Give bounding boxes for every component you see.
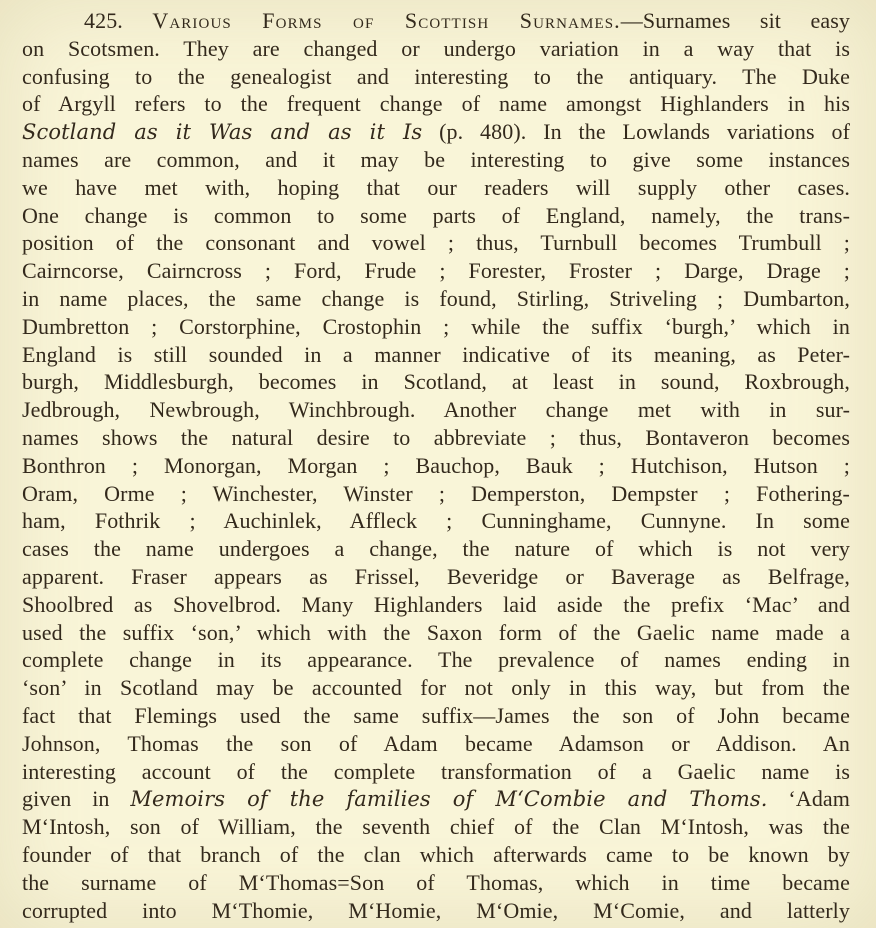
text-line xyxy=(22,424,850,452)
text-segment: Bonthron ; Monorgan, Morgan ; Bauchop, Bauk ; Hutchison, Hutson ; xyxy=(22,452,850,478)
text-line xyxy=(22,591,850,619)
text-segment: fact that Flemings used the same suffix—James the son of John became xyxy=(22,702,850,728)
text-line xyxy=(22,313,850,341)
text-line xyxy=(22,563,850,591)
text-line xyxy=(22,646,850,674)
text-segment: of Argyll refers to the frequent change of name amongst Highlanders in his xyxy=(22,91,850,117)
text-segment: position of the consonant and vowel ; thus, Turnbull becomes Trumbull ; xyxy=(22,230,850,256)
text-line xyxy=(22,674,850,702)
text-segment: corrupted into M‘Thomie, M‘Homie, M‘Omie, M‘Comie, and latterly xyxy=(22,897,850,923)
text-line xyxy=(22,90,850,118)
text-segment: names are common, and it may be interesting to give some instances xyxy=(22,146,850,172)
text-line xyxy=(22,535,850,563)
text-line xyxy=(22,480,850,508)
text-segment: complete change in its appearance. The prevalence of names ending in xyxy=(22,647,850,673)
text-segment: ‘son’ in Scotland may be accounted for not only in this way, but from the xyxy=(22,675,850,701)
text-segment: used the suffix ‘son,’ which with the Saxon form of the Gaelic name made a xyxy=(22,619,850,645)
text-line xyxy=(22,396,850,424)
text-segment: given in xyxy=(22,786,131,812)
text-line xyxy=(22,257,850,285)
text-segment: Dumbretton ; Corstorphine, Crostophin ; while the suffix ‘burgh,’ which in xyxy=(22,313,850,339)
text-line xyxy=(22,702,850,730)
text-segment: Jedbrough, Newbrough, Winchbrough. Another change met with in sur- xyxy=(22,397,850,423)
text-line xyxy=(22,7,850,35)
text-segment: confusing to the genealogist and interesting to the antiquary. The Duke xyxy=(22,63,850,89)
text-line xyxy=(22,730,850,758)
book-title: Scotland as it Was and as it Is xyxy=(22,120,423,145)
text-segment: —Surnames sit easy xyxy=(620,8,850,33)
text-line xyxy=(22,813,850,841)
text-segment: M‘Intosh, son of William, the seventh chief of the Clan M‘Intosh, was the xyxy=(22,814,850,840)
text-segment: ‘Adam xyxy=(767,786,851,812)
text-segment: interesting account of the complete transformation of a Gaelic name is xyxy=(22,758,850,784)
text-line xyxy=(22,841,850,869)
section-heading: Various Forms of Scottish Surnames. xyxy=(152,8,621,33)
text-line xyxy=(22,35,850,63)
text-line xyxy=(22,619,850,647)
text-line xyxy=(22,174,850,202)
text-line xyxy=(22,869,850,897)
text-line xyxy=(22,118,850,146)
text-segment: in name places, the same change is found, Stirling, Striveling ; Dumbarton, xyxy=(22,285,850,311)
text-segment: England is still sounded in a manner indicative of its meaning, as Peter- xyxy=(22,341,850,367)
text-line xyxy=(22,507,850,535)
book-title: Memoirs of the families of M‘Combie and Thoms. xyxy=(130,787,768,812)
text-segment: 425. xyxy=(84,8,153,33)
text-line xyxy=(22,897,850,925)
text-segment: cases the name undergoes a change, the nature of which is not very xyxy=(22,536,850,562)
text-segment: One change is common to some parts of England, namely, the trans- xyxy=(22,202,850,228)
text-line xyxy=(22,285,850,313)
text-segment: burgh, Middlesburgh, becomes in Scotland, at least in sound, Roxbrough, xyxy=(22,369,850,395)
text-segment: the surname of M‘Thomas=Son of Thomas, which in time became xyxy=(22,869,850,895)
text-line xyxy=(22,785,850,813)
text-segment: (p. 480). In the Lowlands variations of xyxy=(422,119,851,145)
text-line xyxy=(22,452,850,480)
text-line xyxy=(22,368,850,396)
text-segment: Shoolbred as Shovelbrod. Many Highlanders laid aside the prefix ‘Mac’ and xyxy=(22,591,850,617)
text-segment: on Scotsmen. They are changed or undergo variation in a way that is xyxy=(22,35,850,61)
text-line xyxy=(22,758,850,786)
text-line xyxy=(22,341,850,369)
text-segment: ham, Fothrik ; Auchinlek, Affleck ; Cunninghame, Cunnyne. In some xyxy=(22,508,850,534)
text-segment: apparent. Fraser appears as Frissel, Beveridge or Baverage as Belfrage, xyxy=(22,563,850,589)
text-segment: Cairncorse, Cairncross ; Ford, Frude ; Forester, Froster ; Darge, Drage ; xyxy=(22,258,850,284)
text-segment: founder of that branch of the clan which afterwards came to be known by xyxy=(22,841,850,867)
text-line xyxy=(22,63,850,91)
text-line xyxy=(22,202,850,230)
text-segment: we have met with, hoping that our readers will supply other cases. xyxy=(22,174,850,200)
text-segment: Johnson, Thomas the son of Adam became Adamson or Addison. An xyxy=(22,730,850,756)
text-segment: Oram, Orme ; Winchester, Winster ; Demperston, Dempster ; Fothering- xyxy=(22,480,850,506)
text-segment: names shows the natural desire to abbreviate ; thus, Bontaveron becomes xyxy=(22,424,850,450)
text-line xyxy=(22,229,850,257)
text-line xyxy=(22,146,850,174)
